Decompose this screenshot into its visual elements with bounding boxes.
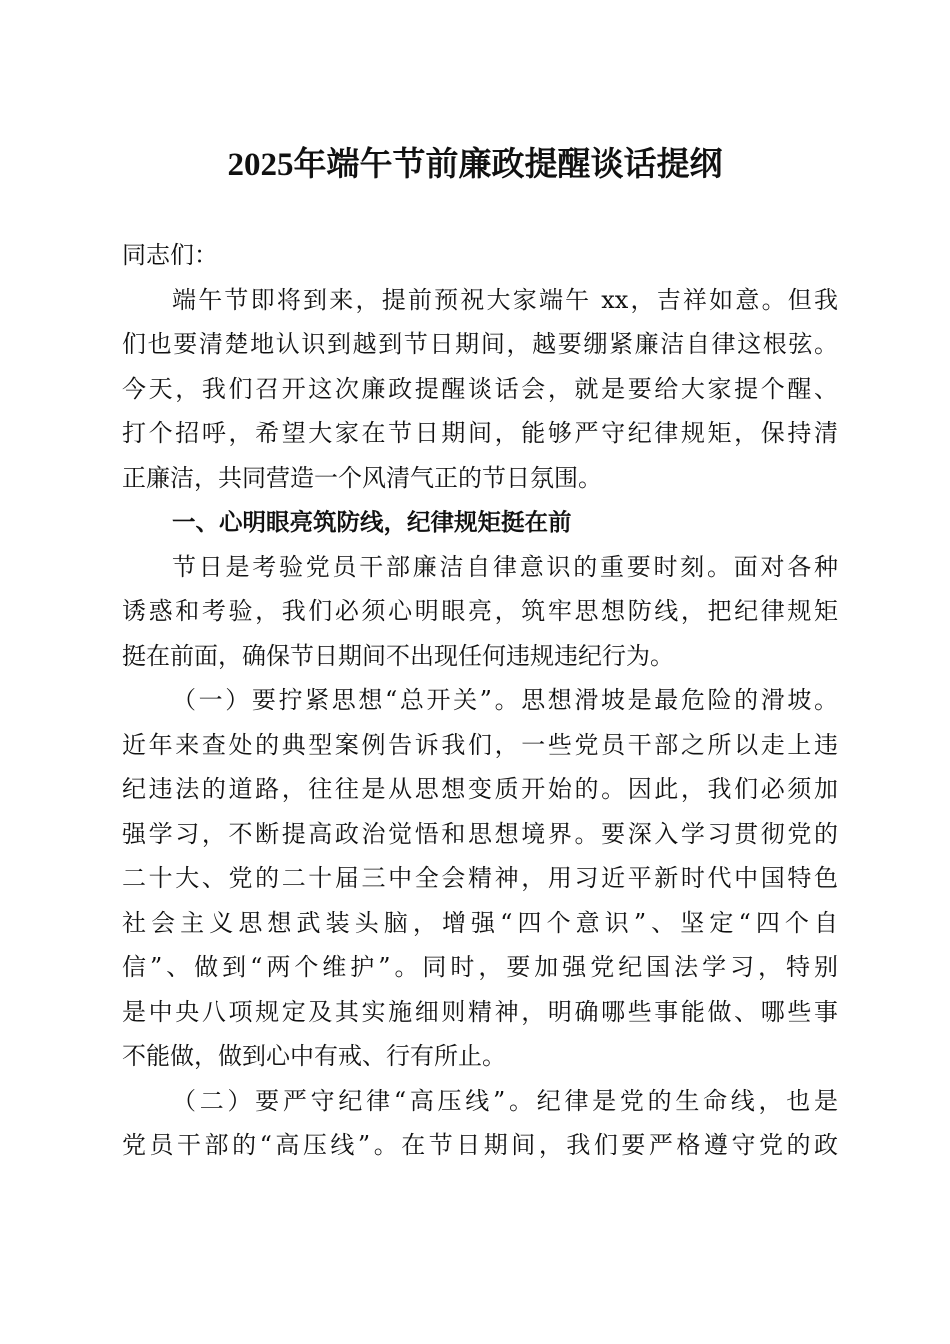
text-line: 挺在前面，确保节日期间不出现任何违规违纪行为。: [122, 641, 674, 670]
text-line: 端午节即将到来，提前预祝大家端午 xx，吉祥如意。但我: [172, 285, 838, 314]
text-line: 纪违法的道路，往往是从思想变质开始的。因此，我们必须加: [122, 775, 838, 803]
text-line: 同志们：: [122, 241, 218, 269]
text-line: 强学习，不断提高政治觉悟和思想境界。要深入学习贯彻党的: [122, 819, 838, 848]
text-line: 近年来查处的典型案例告诉我们，一些党员干部之所以走上违: [122, 730, 838, 759]
text-line: （一）要拧紧思想“总开关”。思想滑坡是最危险的滑坡。: [172, 686, 838, 714]
text-line: 正廉洁，共同营造一个风清气正的节日氛围。: [122, 463, 602, 492]
text-line: 不能做，做到心中有戒、行有所止。: [122, 1042, 506, 1070]
paragraph: [122, 678, 838, 1079]
text-line: 党员干部的“高压线”。在节日期间，我们要严格遵守党的政: [122, 1131, 838, 1159]
text-line: 社会主义思想武装头脑，增强“四个意识”、坚定“四个自: [122, 908, 838, 937]
text-line: （二）要严守纪律“高压线”。纪律是党的生命线，也是: [172, 1086, 838, 1115]
salutation: [122, 233, 838, 278]
text-line: 诱惑和考验，我们必须心明眼亮，筑牢思想防线，把纪律规矩: [122, 597, 838, 625]
paragraph: [122, 1079, 838, 1168]
paragraph: [122, 278, 838, 501]
text-line: 们也要清楚地认识到越到节日期间，越要绷紧廉洁自律这根弦。: [122, 330, 838, 358]
text-line: 今天，我们召开这次廉政提醒谈话会，就是要给大家提个醒、: [122, 374, 838, 403]
text-line: 打个招呼，希望大家在节日期间，能够严守纪律规矩，保持清: [122, 419, 838, 447]
document-title: 2025年端午节前廉政提醒谈话提纲: [227, 147, 723, 183]
text-line: 二十大、党的二十届三中全会精神，用习近平新时代中国特色: [122, 864, 838, 892]
section-heading: [122, 500, 838, 545]
text-line: 一、心明眼亮筑防线，纪律规矩挺在前: [172, 508, 572, 536]
text-line: 是中央八项规定及其实施细则精神，明确哪些事能做、哪些事: [122, 997, 838, 1026]
paragraph: [122, 545, 838, 679]
document-body: [122, 233, 838, 1168]
text-line: 节日是考验党员干部廉洁自律意识的重要时刻。面对各种: [172, 552, 838, 581]
text-line: 信”、做到“两个维护”。同时，要加强党纪国法学习，特别: [122, 953, 838, 981]
